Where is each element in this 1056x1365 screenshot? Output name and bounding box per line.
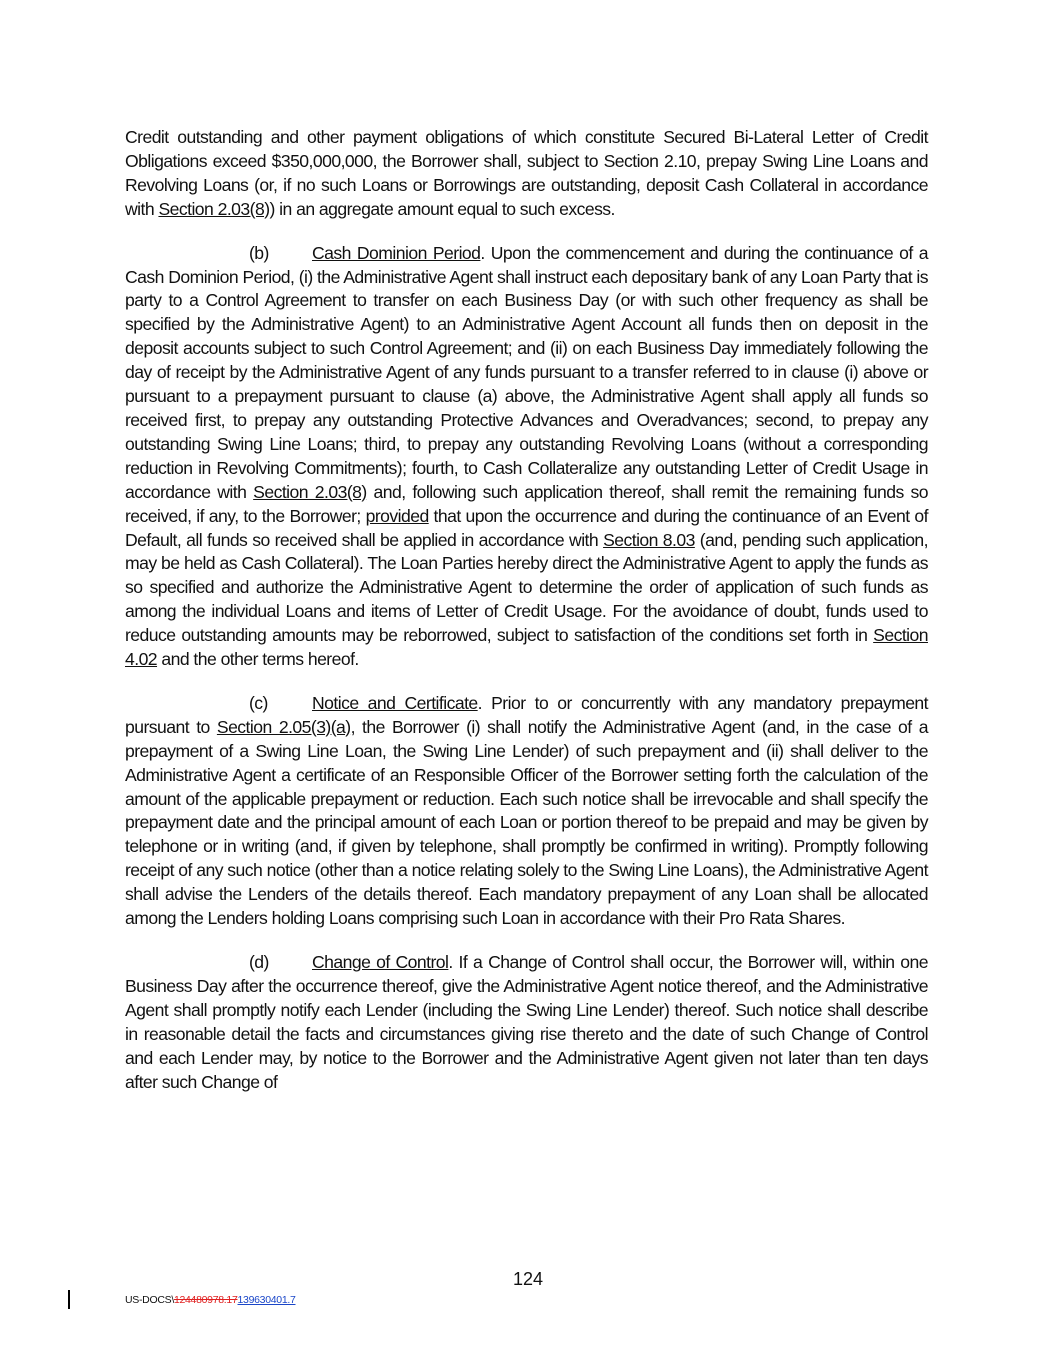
text: Credit outstanding and other payment obligations of which constitute Secured Bi-Lateral Letter of Credit Obligations exceed $350,000,000, the Borrower shall, subject to Section 2.10, prepay Swing Line Loans and Revolving Loans (or, if no such Loans or Borrowings are outstanding, deposit Cash Collateral in accordance with (125, 127, 928, 219)
paragraph-notice-and-certificate (125, 692, 928, 931)
section-reference: Section 2.05(3)(a) (216, 716, 351, 737)
text: . Upon the commencement and during the continuance of a Cash Dominion Period, (i) the Administrative Agent shall instruct each depositary bank of any Loan Party that is party to a Control Agreement to transfer on each Business Day (or with such other frequency as shall be specified by the Administrative Agent) to an Administrative Agent Account all funds then on deposit in the deposit accounts subject to such Control Agreement; and (ii) on each Business Day immediately following the day of receipt by the Administrative Agent of any funds pursuant to a transfer referred to in clause (i) above or pursuant to a prepayment pursuant to clause (a) above, the Administrative Agent shall apply all funds so received first, to prepay any outstanding Protective Advances and Overadvances; second, to prepay any outstanding Swing Line Loans; third, to prepay any outstanding Revolving Loans (without a corresponding reduction in Revolving Commitments); fourth, to Cash Collateralize any outstanding Letter of Credit Usage in accordance with (125, 242, 928, 502)
text: , the Borrower (i) shall notify the Administrative Agent (and, in the case of a prepayment of a Swing Line Loan, the Swing Line Lender) of such prepayment and (ii) shall deliver to the Administrative Agent a certificate of an Responsible Officer of the Borrower setting forth the calculation of the amount of the applicable prepayment or reduction. Each such notice shall be irrevocable and shall specify the prepayment date and the principal amount of each Loan or portion thereof to be prepaid and may be given by telephone or in writing (and, if given by telephone, shall promptly be confirmed in writing). Promptly following receipt of any such notice (other than a notice relating solely to the Swing Line Loans), the Administrative Agent shall advise the Lenders of the details thereof. Each mandatory prepayment of any Loan shall be allocated among the Lenders holding Loans comprising such Loan in accordance with their Pro Rata Shares. (125, 716, 928, 929)
page-number: 124 (512, 1269, 544, 1289)
section-reference: Section 2.03(8) (158, 198, 270, 219)
text: (and, pending such application, may be held as Cash Collateral). The Loan Parties hereby direct the Administrative Agent to apply the funds as so specified and authorize the Administrative Agent to determine the order of application of such funds as among the individual Loans and items of Letter of Credit Usage. For the avoidance of doubt, funds used to reduce outstanding amounts may be reborrowed, subject to satisfaction of the conditions set forth in (125, 529, 929, 646)
paragraph-cash-dominion-period (125, 242, 928, 672)
text: . If a Change of Control shall occur, the Borrower will, within one Business Day after the occurrence thereof, give the Administrative Agent notice thereof, and the Administrative Agent shall promptly notify each Lender (including the Swing Line Lender) thereof. Such notice shall describe in reasonable detail the facts and circumstances giving rise thereto and the date of such Change of Control and each Lender may, by notice to the Borrower and the Administrative Agent given not later than ten days after such Change of (125, 952, 928, 1092)
revision-change-bar (68, 1290, 70, 1309)
clause-label: (b) (249, 242, 269, 263)
footer-inserted-version: 139630401.7 (237, 1294, 296, 1306)
clause-label: (c) (249, 692, 268, 713)
section-reference: Section 8.03 (603, 529, 695, 550)
document-body (125, 126, 928, 1114)
section-reference: Section 4.02 (125, 625, 928, 670)
clause-heading: Cash Dominion Period (312, 242, 481, 263)
text: . Prior to or concurrently with any mandatory prepayment pursuant to (125, 692, 929, 737)
clause-heading: Change of Control (312, 952, 449, 972)
clause-heading: Notice and Certificate (312, 692, 478, 713)
text: and, following such application thereof, shall remit the remaining funds so received, if any, to the Borrower; (125, 481, 928, 526)
clause-label: (d) (249, 952, 269, 972)
document-footer-id (125, 1294, 296, 1306)
paragraph-continuation (125, 126, 928, 222)
text: that upon the occurrence and during the continuance of an Event of Default, all funds so received shall be applied in accordance with (125, 505, 928, 550)
footer-prefix: US-DOCS\ (125, 1294, 174, 1306)
section-reference: Section 2.03(8) (253, 481, 367, 502)
provided-term: provided (365, 505, 429, 526)
text: ) in an aggregate amount equal to such excess. (269, 198, 615, 219)
paragraph-change-of-control (125, 951, 928, 1094)
footer-deleted-version: 124480978.17 (173, 1294, 238, 1306)
text: and the other terms hereof. (157, 649, 359, 670)
